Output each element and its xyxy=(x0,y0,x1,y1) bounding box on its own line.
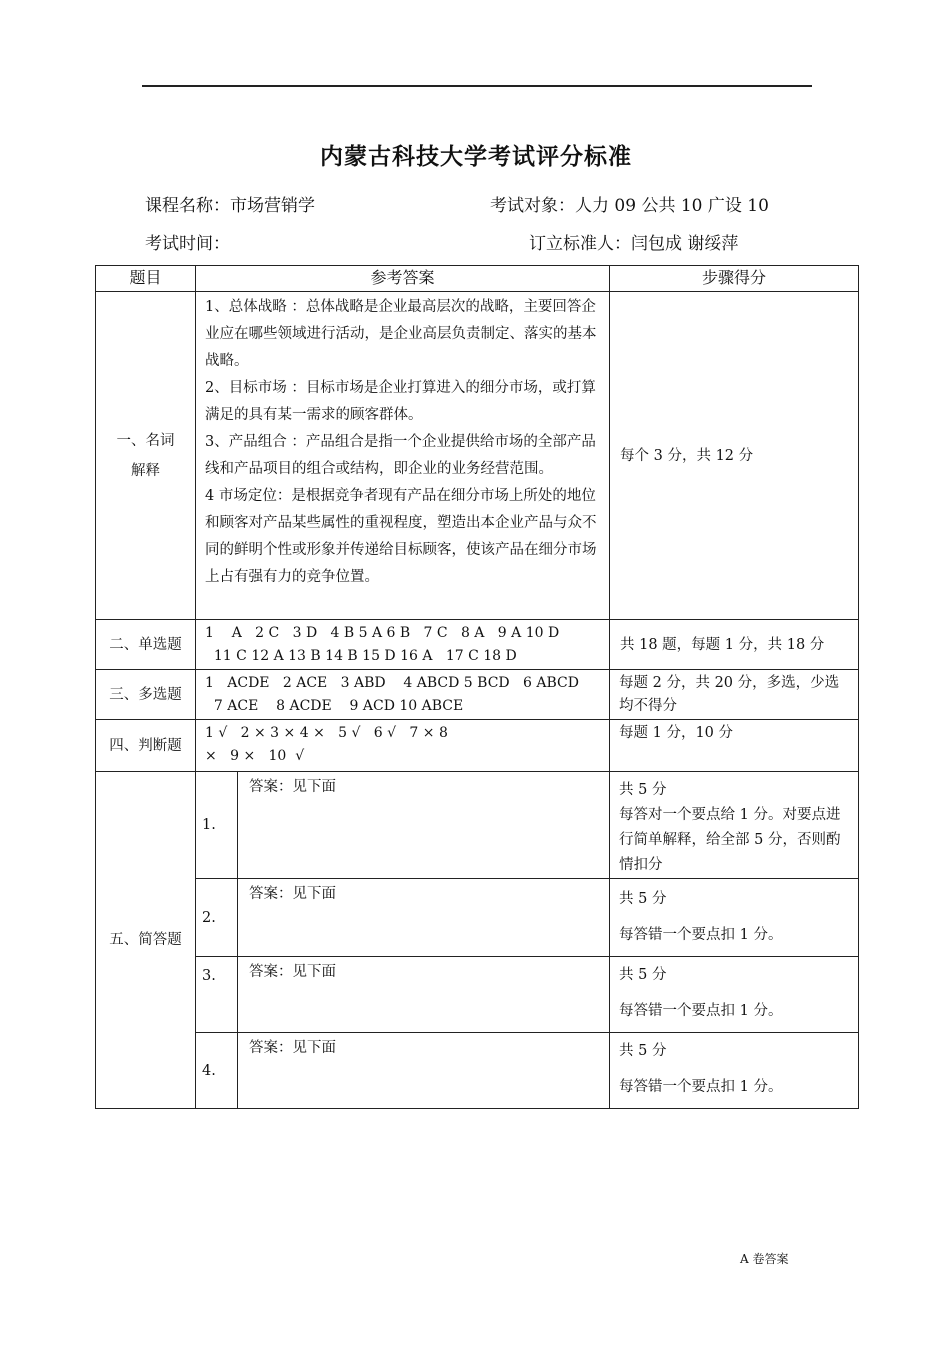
score-total: 共 5 分 xyxy=(619,1043,667,1059)
row-label-line2: 解释 xyxy=(131,462,160,479)
answer-text: 答案：见下面 xyxy=(249,886,336,902)
row-label-line1: 一、名词 xyxy=(116,432,175,449)
answer-line: 1 √ 2 × 3 × 4 × 5 √ 6 √ 7 × 8 xyxy=(205,725,448,741)
answer-term-1: 1、总体战略 ：总体战略是企业最高层次的战略，主要回答企业应在哪些领域进行活动，是企业高层负责制定、落实的基本战略。 xyxy=(205,299,597,369)
question-number: 2. xyxy=(196,879,238,957)
score-detail: 每答错一个要点扣 1 分。 xyxy=(619,1003,783,1019)
score-detail: 每答错一个要点扣 1 分。 xyxy=(619,927,783,943)
score-detail: 每答对一个要点给 1 分。对要点进行简单解释，给全部 5 分，否则酌情扣分 xyxy=(619,807,841,873)
short-answer-row xyxy=(96,879,859,957)
answer-line: 1 ACDE 2 ACE 3 ABD 4 ABCD 5 BCD 6 ABCD xyxy=(205,675,579,691)
header-rule xyxy=(142,85,812,87)
question-number: 3. xyxy=(196,957,238,1033)
answer-cell xyxy=(196,620,610,670)
answer-term-2: 2、目标市场 ：目标市场是企业打算进入的细分市场，或打算满足的具有某一需求的顾客群体。 xyxy=(205,380,596,423)
short-answer-row xyxy=(96,1033,859,1109)
score-cell: 每个 3 分，共 12 分 xyxy=(610,292,859,620)
header-score: 步骤得分 xyxy=(610,266,859,292)
answer-term-4: 4 市场定位：是根据竞争者现有产品在细分市场上所处的地位和顾客对产品某些属性的重视程度，塑造出本企业产品与众不同的鲜明个性或形象并传递给目标顾客，使该产品在细分市场上占有强有力的竞争位置。 xyxy=(205,488,597,585)
score-cell xyxy=(610,772,859,879)
answer-line: 7 ACE 8 ACDE 9 ACD 10 ABCE xyxy=(205,698,464,714)
score-cell xyxy=(610,1033,859,1109)
row-label: 四、判断题 xyxy=(96,720,196,772)
course-name: 课程名称：市场营销学 xyxy=(145,196,315,216)
answer-text: 答案：见下面 xyxy=(249,1040,336,1056)
answer-cell xyxy=(196,292,610,620)
grading-table xyxy=(95,265,859,1109)
score-cell: 共 18 题，每题 1 分，共 18 分 xyxy=(610,620,859,670)
answer-term-3: 3、产品组合 ：产品组合是指一个企业提供给市场的全部产品线和产品项目的组合或结构，即企业的业务经营范围。 xyxy=(205,434,596,477)
table-header-row xyxy=(96,266,859,292)
question-number: 4. xyxy=(196,1033,238,1109)
exam-time: 考试时间： xyxy=(145,234,230,254)
score-total: 共 5 分 xyxy=(619,782,667,798)
exam-audience: 考试对象：人力 09 公共 10 广设 10 xyxy=(490,196,769,216)
row-label: 二、单选题 xyxy=(96,620,196,670)
short-answer-row xyxy=(96,957,859,1033)
score-cell xyxy=(610,879,859,957)
answer-line: × 9 × 10 √ xyxy=(205,748,305,764)
answer-line: 11 C 12 A 13 B 14 B 15 D 16 A 17 C 18 D xyxy=(205,648,517,664)
table-row xyxy=(96,620,859,670)
score-cell xyxy=(610,957,859,1033)
answer-text: 答案：见下面 xyxy=(249,964,336,980)
score-total: 共 5 分 xyxy=(619,891,667,907)
answer-cell xyxy=(238,1033,610,1109)
row-label xyxy=(96,292,196,620)
question-number: 1. xyxy=(196,772,238,879)
table-row xyxy=(96,720,859,772)
answer-text: 答案：见下面 xyxy=(249,779,336,795)
header-answer: 参考答案 xyxy=(196,266,610,292)
row-label: 五、简答题 xyxy=(96,772,196,1109)
table-row xyxy=(96,292,859,620)
table-row xyxy=(96,670,859,720)
standard-authors: 订立标准人：闫包成 谢绥萍 xyxy=(529,234,739,254)
short-answer-row xyxy=(96,772,859,879)
answer-cell xyxy=(238,879,610,957)
document-title: 内蒙古科技大学考试评分标准 xyxy=(320,144,632,170)
answer-cell xyxy=(238,772,610,879)
answer-cell xyxy=(196,670,610,720)
header-question: 题目 xyxy=(96,266,196,292)
answer-cell xyxy=(238,957,610,1033)
page-footer: A 卷答案 xyxy=(740,1252,789,1266)
score-cell: 每题 1 分，10 分 xyxy=(610,720,859,772)
score-detail: 每答错一个要点扣 1 分。 xyxy=(619,1079,783,1095)
answer-cell xyxy=(196,720,610,772)
score-total: 共 5 分 xyxy=(619,967,667,983)
score-cell: 每题 2 分，共 20 分，多选，少选均不得分 xyxy=(610,670,859,720)
answer-line: 1 A 2 C 3 D 4 B 5 A 6 B 7 C 8 A 9 A 10 D xyxy=(205,625,560,641)
row-label: 三、多选题 xyxy=(96,670,196,720)
